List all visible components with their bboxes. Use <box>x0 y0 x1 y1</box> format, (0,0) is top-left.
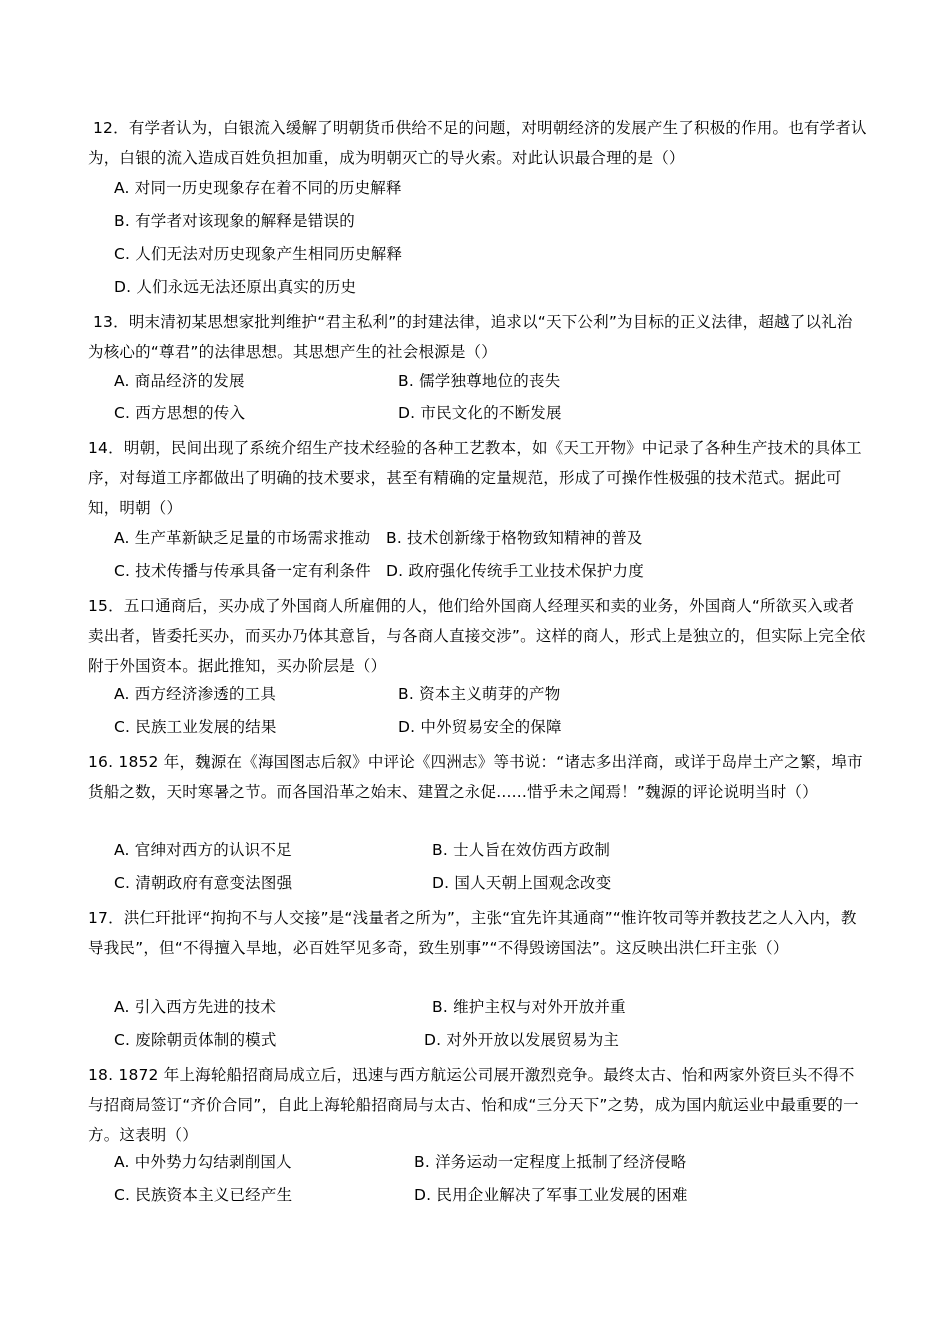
question-13-option-b: B. 儒学独尊地位的丧失 <box>398 372 561 390</box>
question-17-stem: 17．洪仁玕批评“拘拘不与人交接”是“浅量者之所为”，主张“宜先许其通商”“惟许牧司等并教技艺之人入内，教导我民”，但“不得擅入旱地，必百姓罕见多奇，致生别事”“不得毁谤国法”。这反映出洪仁玕主张（） <box>88 909 857 957</box>
question-16-option-d: D. 国人天朝上国观念改变 <box>432 874 612 892</box>
question-12-option-a: A. 对同一历史现象存在着不同的历史解释 <box>114 179 402 197</box>
question-13-option-a: A. 商品经济的发展 <box>114 372 245 390</box>
question-16-option-a: A. 官绅对西方的认识不足 <box>114 841 292 859</box>
question-12-option-b: B. 有学者对该现象的解释是错误的 <box>114 212 355 230</box>
question-18-option-d: D. 民用企业解决了军事工业发展的困难 <box>414 1186 688 1204</box>
question-17-option-d: D. 对外开放以发展贸易为主 <box>424 1031 620 1049</box>
question-16-option-c: C. 清朝政府有意变法图强 <box>114 874 293 892</box>
question-18-option-c: C. 民族资本主义已经产生 <box>114 1186 293 1204</box>
question-13-option-c: C. 西方思想的传入 <box>114 404 246 422</box>
question-14-option-b: B. 技术创新缘于格物致知精神的普及 <box>386 529 643 547</box>
question-15-option-c: C. 民族工业发展的结果 <box>114 718 277 736</box>
question-12-stem: 12．有学者认为，白银流入缓解了明朝货币供给不足的问题，对明朝经济的发展产生了积极的作用。也有学者认为，白银的流入造成百姓负担加重，成为明朝灭亡的导火索。对此认识最合理的是（） <box>88 119 867 167</box>
question-13-option-d: D. 市民文化的不断发展 <box>398 404 562 422</box>
question-17-option-a: A. 引入西方先进的技术 <box>114 998 277 1016</box>
question-14-option-d: D. 政府强化传统手工业技术保护力度 <box>386 562 644 580</box>
question-12-option-d: D. 人们永远无法还原出真实的历史 <box>114 278 357 296</box>
question-12-option-c: C. 人们无法对历史现象产生相同历史解释 <box>114 245 403 263</box>
question-18-option-b: B. 洋务运动一定程度上抵制了经济侵略 <box>414 1153 687 1171</box>
question-18-option-a: A. 中外势力勾结剥削国人 <box>114 1153 292 1171</box>
question-17-option-b: B. 维护主权与对外开放并重 <box>432 998 626 1016</box>
question-13-stem: 13．明末清初某思想家批判维护“君主私利”的封建法律，追求以“天下公利”为目标的正义法律，超越了以礼治为核心的“尊君”的法律思想。其思想产生的社会根源是（） <box>88 313 853 361</box>
question-16-option-b: B. 士人旨在效仿西方政制 <box>432 841 611 859</box>
question-15-option-d: D. 中外贸易安全的保障 <box>398 718 562 736</box>
question-15-option-b: B. 资本主义萌芽的产物 <box>398 685 561 703</box>
question-15-stem: 15．五口通商后，买办成了外国商人所雇佣的人，他们给外国商人经理买和卖的业务，外国商人“所欲买入或者卖出者，皆委托买办，而买办乃体其意旨，与各商人直接交涉”。这样的商人，形式上是独立的，但实际上完全依附于外国资本。据此推知，买办阶层是（） <box>88 597 866 675</box>
question-15-option-a: A. 西方经济渗透的工具 <box>114 685 277 703</box>
question-14-option-a: A. 生产革新缺乏足量的市场需求推动 <box>114 529 371 547</box>
question-18-stem: 18. 1872 年上海轮船招商局成立后，迅速与西方航运公司展开激烈竞争。最终太古、怡和两家外资巨头不得不与招商局签订“齐价合同”，自此上海轮船招商局与太古、怡和成“三分天下”之势，成为国内航运业中最重要的一方。这表明（） <box>88 1066 859 1144</box>
question-14-stem: 14．明朝，民间出现了系统介绍生产技术经验的各种工艺教本，如《天工开物》中记录了各种生产技术的具体工序，对每道工序都做出了明确的技术要求，甚至有精确的定量规范，形成了可操作性极强的技术范式。据此可知，明朝（） <box>88 439 862 517</box>
question-17-option-c: C. 废除朝贡体制的模式 <box>114 1031 277 1049</box>
question-16-stem: 16. 1852 年，魏源在《海国图志后叙》中评论《四洲志》等书说：“诸志多出洋商，或详于岛岸土产之繁，埠市货船之数，天时寒暑之节。而各国沿革之始末、建置之永促......惜乎未之闻焉！”魏源的评论说明当时（） <box>88 753 863 801</box>
question-14-option-c: C. 技术传播与传承具备一定有利条件 <box>114 562 371 580</box>
